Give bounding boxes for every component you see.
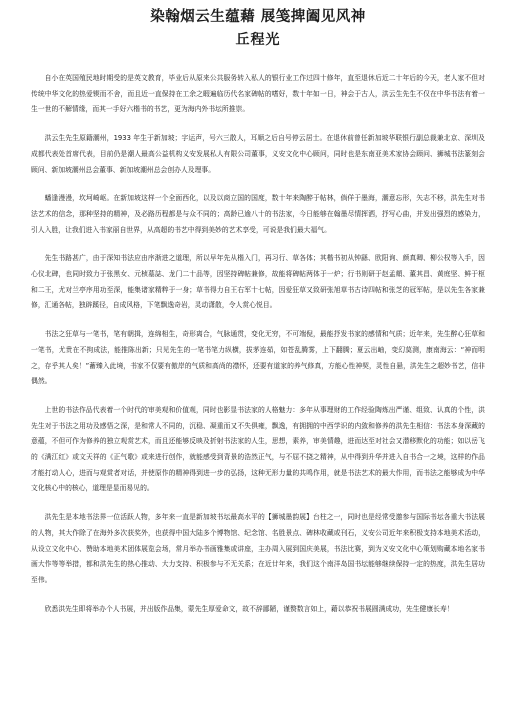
article-title: 染翰烟云生蕴藉 展笺捭阖见风神 [150, 9, 366, 25]
paragraph-7: 洪先生是本地书法界一位活跃人物，多年来一直是新加坡书坛最高水平的【狮城墨韵展】台柱之一，同时也是经常受邀参与国际书坛各重大书法展的人物，其大作除了在海外多次获奖外，也获得中国大陆多个博物馆、纪念馆、名胜景点、碑林收藏或刊石，义安公司近年来积极支持本地美术活动，从设立文化中心、赞助本地美术团体展览会场，常月举办书画雅集或讲座，主办周入展到国庆美展，书法比赛，到为义安文化中心策划购藏本地名家书画大作等等举措，都和洪先生的热心推动、大力支持、积极参与不无关系；在近廿年来，我们这个南洋岛国书坛能够继续保持一定的热度，洪先生居功至伟。 [31, 513, 485, 584]
paragraph-4: 先生书路甚广，由于深知书法应由序渐进之道理，所以早年先从楷入门，再习行、草各体；其楷书初从钟繇、欧阳询、颜真卿、柳公权等入手，因心仪北碑，也同时致力于张黑女、元桢墓誌、龙门二十品等，因坚持碑帖兼修，故能将碑帖两体于一炉；行书则研于赵孟頫、董其昌、黄庭坚、鲜于枢和二王，尤对兰亭序用功至深，能集诸家精粹于一身；草书得力自王右军十七帖，因爱狂草又致研张旭草书古诗四帖和张芝的冠军帖，是以先生各家兼修，汇通各帖，独辟蹊径，自成风格，下笔飘逸奇岩，灵动潇散，令人赏心悦目。 [31, 254, 485, 310]
article-body [31, 71, 485, 617]
article-author: 丘程光 [235, 32, 281, 48]
paragraph-8: 欣悉洪先生即将举办个人书展，并出版作品集，蒙先生厚爱命文，故不辞鄙陋，谨赘数言如上，藉以恭祝书展圆满成功，先生健康长寿！ [44, 604, 454, 613]
paragraph-2: 洪云生先生原籍潮州，1933 年生于新加坡；字运声，号六三散人，耳顺之后自号停云居士。在退休前曾任新加坡华联银行副总裁兼北京、深圳及成都代表处首席代表，目前仍是潮人最高公益机构义安发展私人有限公司董事，义安文化中心顾问，同时也是东南亚美术家协会顾问、狮城书法篆刻会顾问、新加坡潮州总会董事、新加坡潮州总会创办人及理事。 [31, 134, 485, 174]
paragraph-1: 自小在英国殖民地时期受的是英文教育，毕业后从原来公共服务转入私人的银行业工作过四十修年，直至退休后近二十年后的今天，老人家不但对传统中华文化的热爱锲而不舍，而且近一直保持在工余之暇遍临历代名家碑帖的嗜好，数十年如一日，神会于古人，洪云生先生不仅在中华书法有着一生一世的不解情缘，而其一手好六楷书的书艺，更为海内外书坛所推崇。 [31, 74, 485, 114]
paragraph-6: 上世的书法作品代表着一个时代的审美观和价值观，同时也影显书法家的人格魅力：多年从事理财的工作经验陶炼出严谨、组致、认真的个性，洪先生对于书法之用功及感悟之深，是和常人不同的，沉稳、凝重而又不失俱雍，飘逸，有拥拥的中西学识的内敛和修养的洪先生相信：书法本身深藏的意蕴，不但可作为修养的独立观赏艺术，而且还能够反映及折射书法家的人生，思想，素养，审美情趣，进而达至对社会又潜移默化的功能；如以岳飞的《满江红》或文天祥的《正气歌》或来进行创作，就能感受到背景的浩然正气，与不屈不挠之精神，从中得到升华并进入自书合一之境，这样的作品才能打动人心，进而与观赏者对话，并使原作的精神得到进一步的弘扬，这种无形力量的共鸣作用，就是书法艺术的最大作用，而书法之能够成为中华文化核心中的核心，道理是显而易见的。 [31, 405, 485, 493]
paragraph-5: 书法之狂草与一笔书，笔有朝揖，连绵相生，奇形离合，气脉通贯，变化无穷，不可端倪，最能抒发书家的感情和气质；近年来，先生醉心狂草和一笔书，尤贵在不拘成法，能推陈出新；只见先生的一笔书笔力纵横，拔茅连茹，如苍乱腾雾，上下翻腾；夏云出岫，变幻莫测，康南海云：“神而明之，存乎其人矣！”蓄臻入此境，书家不仅要有傲岸的气质和高尚的襟怀，还要有道家的养气修真，方能心性神契，灵性自悬，洪先生之超妙书艺，信非偶然。 [31, 330, 485, 386]
paragraph-3: 蟠逢漫漫，坎坷崎岖。在新加坡这样一个全面西化，以及以商立国的国度，数十年来陶醉于帖林，倘佯于墨海，潮意忘形，矢志不移，洪先生对书法艺术的信念，那种坚持的精神，及必路历程都是与众不同的；高龄已逾八十的书法家，今日能够在翰墨尽情挥洒，抒写心曲，并发出强烈的感染力，引人入胜，让我们进入书家丽自世界，从高超的书艺中得到美妙的艺术享受，可说是我们最大福气。 [31, 194, 485, 234]
